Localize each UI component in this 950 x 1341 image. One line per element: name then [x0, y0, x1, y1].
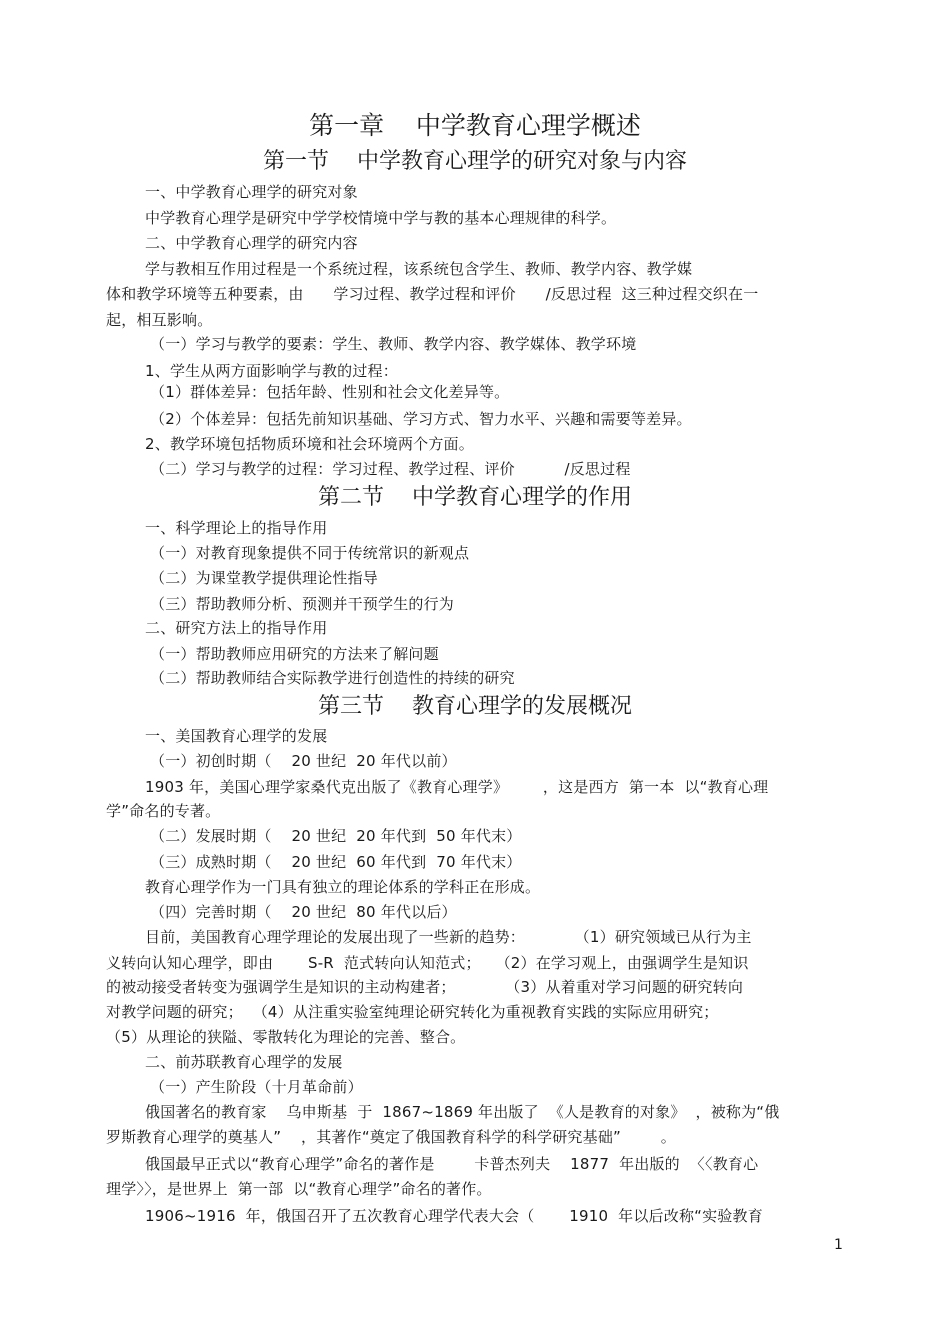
heading-theory-guidance: 一、科学理论上的指导作用: [145, 519, 328, 537]
list-item: （二）为课堂教学提供理论性指导: [150, 569, 379, 587]
list-item: （二）学习与教学的过程：学习过程、教学过程、评价 /反思过程: [150, 460, 631, 478]
section-1-title: 第一节 中学教育心理学的研究对象与内容: [263, 149, 687, 174]
list-item: 2、教学环境包括物质环境和社会环境两个方面。: [145, 435, 474, 453]
heading-research-content: 二、中学教育心理学的研究内容: [145, 234, 358, 252]
list-item: （一）初创时期（ 20 世纪 20 年代以前）: [150, 752, 457, 770]
paragraph-line: 学与教相互作用过程是一个系统过程，该系统包含学生、教师、教学内容、教学媒: [145, 260, 693, 278]
chapter-title: 第一章 中学教育心理学概述: [309, 111, 641, 140]
paragraph-line: 目前，美国教育心理学理论的发展出现了一些新的趋势： （1）研究领域已从行为主: [145, 928, 752, 946]
paragraph-line: 义转向认知心理学，即由 S-R 范式转向认知范式； （2）在学习观上，由强调学生是知识: [106, 954, 749, 972]
list-item: （一）对教育现象提供不同于传统常识的新观点: [150, 544, 470, 562]
heading-research-object: 一、中学教育心理学的研究对象: [145, 183, 358, 201]
list-item: （三）成熟时期（ 20 世纪 60 年代到 70 年代末）: [150, 853, 522, 871]
paragraph-line: 起，相互影响。: [106, 311, 213, 329]
list-item: （三）帮助教师分析、预测并干预学生的行为: [150, 595, 455, 613]
paragraph-line: 1903 年，美国心理学家桑代克出版了《教育心理学》 ，这是西方 第一本 以“教育心理: [145, 778, 769, 796]
page-number: 1: [834, 1237, 843, 1253]
paragraph-line: 1906~1916 年，俄国召开了五次教育心理学代表大会（ 1910 年以后改称“实验教育: [145, 1207, 763, 1225]
section-2-title: 第二节 中学教育心理学的作用: [318, 485, 632, 510]
paragraph-line: 俄国最早正式以“教育心理学”命名的著作是 卡普杰列夫 1877 年出版的 〈〈教育心: [145, 1155, 759, 1173]
list-item: （一）帮助教师应用研究的方法来了解问题: [150, 645, 439, 663]
paragraph-line: 教育心理学作为一门具有独立的理论体系的学科正在形成。: [145, 878, 541, 896]
list-item: （二）发展时期（ 20 世纪 20 年代到 50 年代末）: [150, 827, 522, 845]
paragraph-line: （5）从理论的狭隘、零散转化为理论的完善、整合。: [106, 1028, 466, 1046]
paragraph-line: 中学教育心理学是研究中学学校情境中学与教的基本心理规律的科学。: [145, 209, 617, 227]
list-item: （2）个体差异：包括先前知识基础、学习方式、智力水平、兴趣和需要等差异。: [150, 410, 692, 428]
paragraph-line: 对教学问题的研究； （4）从注重实验室纯理论研究转化为重视教育实践的实际应用研究；: [106, 1003, 719, 1021]
section-3-title: 第三节 教育心理学的发展概况: [318, 694, 632, 719]
heading-us-development: 一、美国教育心理学的发展: [145, 727, 328, 745]
list-item: （四）完善时期（ 20 世纪 80 年代以后）: [150, 903, 457, 921]
paragraph-line: 理学〉〉，是世界上 第一部 以“教育心理学”命名的著作。: [106, 1180, 492, 1198]
list-item: （二）帮助教师结合实际教学进行创造性的持续的研究: [150, 669, 515, 687]
paragraph-line: 学”命名的专著。: [106, 802, 221, 820]
list-item: （一）产生阶段（十月革命前）: [150, 1078, 363, 1096]
list-item: （一）学习与教学的要素：学生、教师、教学内容、教学媒体、教学环境: [150, 335, 637, 353]
paragraph-line: 体和教学环境等五种要素，由 学习过程、教学过程和评价 /反思过程 这三种过程交织在一: [106, 285, 759, 303]
paragraph-line: 罗斯教育心理学的奠基人” ，其著作“奠定了俄国教育科学的科学研究基础” 。: [106, 1128, 676, 1146]
heading-soviet-development: 二、前苏联教育心理学的发展: [145, 1053, 343, 1071]
list-item: （1）群体差异：包括年龄、性别和社会文化差异等。: [150, 383, 510, 401]
paragraph-line: 的被动接受者转变为强调学生是知识的主动构建者； （3）从着重对学习问题的研究转向: [106, 978, 744, 996]
paragraph-line: 俄国著名的教育家 乌申斯基 于 1867~1869 年出版了 《人是教育的对象》 ，被称为“俄: [145, 1103, 780, 1121]
list-item: 1、学生从两方面影响学与教的过程：: [145, 362, 398, 380]
heading-method-guidance: 二、研究方法上的指导作用: [145, 619, 328, 637]
